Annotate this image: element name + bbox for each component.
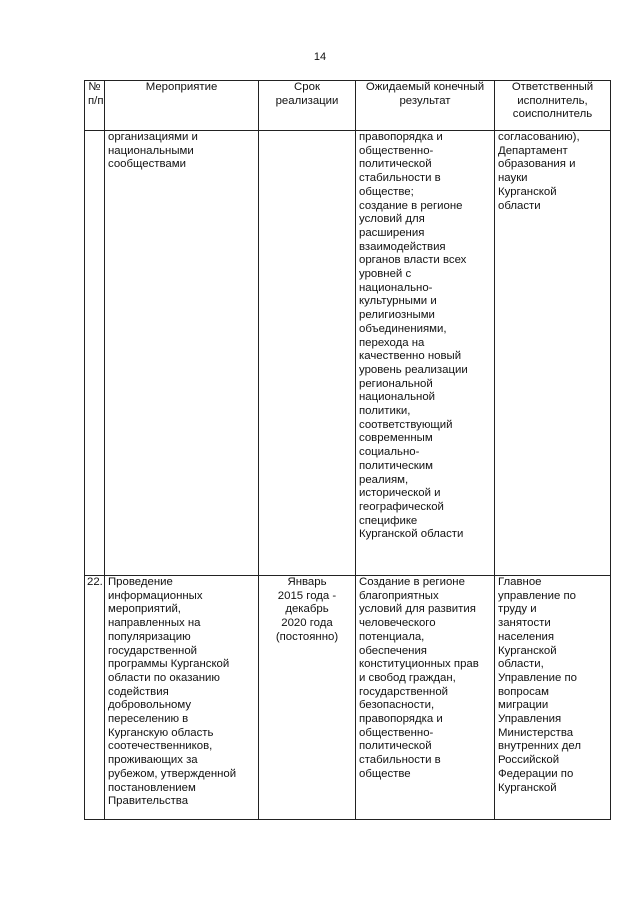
text-line: Создание в регионе [359,576,465,588]
text-line: Главное [498,576,542,588]
text-line: политической [359,158,432,171]
text-line: политики, [359,405,411,418]
header-num [85,81,105,131]
text-line: Ответственный [511,81,594,93]
text-line: религиозными [359,309,435,322]
text-line: добровольному [108,699,192,712]
table-row [85,576,611,820]
text-line: 2020 года [281,617,333,630]
text-line: реалиям, [359,473,409,486]
text-line: согласованию), [498,131,580,143]
text-line: Управления [498,713,562,726]
text-line: обществе; [359,185,414,198]
text-line: труду и [498,603,537,616]
text-line: потенциала, [359,630,425,643]
event-cell [105,131,259,576]
text-line: декабрь [285,603,329,616]
text-line: конституционных прав [359,658,479,671]
text-line: Курганской [498,185,557,198]
text-line: Курганскую область [108,726,214,739]
text-line: Департамент [498,144,568,157]
result-cell [356,131,495,576]
text-line: сообществами [108,158,186,171]
text-line: соисполнитель [512,108,593,121]
text-line: Министерства [498,726,574,739]
text-line: политической [359,740,432,753]
text-line: миграции [498,699,549,712]
text-line: области [498,199,541,212]
text-line: обеспечения [359,644,427,657]
header-responsible [495,81,611,131]
text-line: Курганской области [359,528,464,541]
text-line: Срок [294,81,320,93]
text-line: образования и [498,158,576,171]
text-line: популяризацию [108,630,191,643]
responsible-cell [495,131,611,576]
text-line: № [88,81,101,93]
text-line: исполнитель, [517,94,588,107]
text-line: общественно- [359,726,434,739]
header-term [259,81,356,131]
text-line: Российской [498,754,560,767]
row-num-cell [85,131,105,576]
text-line: условий для [359,213,425,226]
text-line: Управление по [498,671,577,684]
page-number: 14 [313,51,327,63]
text-line: области, [498,658,544,671]
text-line: перехода на [359,336,425,349]
text-line: Курганской [498,781,557,794]
result-cell [356,576,495,820]
text-line: соответствующий [359,418,453,431]
text-line: организациями и [108,131,198,143]
table-row [85,131,611,576]
text-line: расширения [359,226,425,239]
text-line: культурными и [359,295,437,308]
text-line: качественно новый [359,350,462,363]
event-cell [105,576,259,820]
text-line: национально- [359,281,433,294]
text-line: переселению в [108,713,189,726]
text-line: науки [498,172,528,185]
text-line: Федерации по [498,767,574,780]
text-line: правопорядка и [359,131,443,143]
text-line: внутренних дел [498,740,581,753]
text-line: человеческого [359,617,436,630]
text-line: области по оказанию [108,671,220,684]
text-line: уровней с [359,268,412,281]
text-line: мероприятий, [108,603,181,616]
text-line: постановлением [108,781,196,794]
text-line: политическим [359,459,433,472]
text-line: безопасности, [359,699,435,712]
text-line: программы Курганской [108,658,230,671]
text-line: исторической и [359,487,441,500]
text-line: 2015 года - [277,589,337,602]
text-line: уровень реализации [359,363,468,376]
text-line: взаимодействия [359,240,446,253]
text-line: социально- [359,446,420,459]
text-line: Правительства [108,795,189,808]
term-cell [259,131,356,576]
text-line: региональной [359,377,433,390]
text-line: современным [359,432,433,445]
text-line: п/п [88,94,104,107]
text-line: стабильности в [359,754,441,767]
text-line: географической [359,500,444,513]
text-line: Ожидаемый конечный [365,81,485,93]
text-line: направленных на [108,617,201,630]
responsible-cell [495,576,611,820]
text-line: результат [399,94,451,107]
text-line: государственной [359,685,449,698]
text-line: объединениями, [359,322,447,335]
text-line: создание в регионе [359,199,463,212]
text-line: Январь [287,576,327,588]
text-line: Мероприятие [145,81,218,93]
text-line: управление по [498,589,576,602]
text-line: обществе [359,767,411,780]
text-line: специфике [359,514,418,527]
text-line: национальными [108,144,194,157]
row-num-cell: 22. [85,576,105,820]
text-line: национальной [359,391,436,404]
text-line: стабильности в [359,172,441,185]
text-line: вопросам [498,685,549,698]
text-line: правопорядка и [359,713,443,726]
header-result [356,81,495,131]
header-event [105,81,259,131]
text-line: условий для развития [359,603,476,616]
text-line: соотечественников, [108,740,213,753]
term-cell [259,576,356,820]
text-line: органов власти всех [359,254,467,267]
table-header-row [85,81,611,131]
text-line: государственной [108,644,198,657]
text-line: (постоянно) [275,630,339,643]
text-line: общественно- [359,144,434,157]
text-line: Курганской [498,644,557,657]
text-line: благоприятных [359,589,439,602]
text-line: занятости [498,617,551,630]
text-line: информационных [108,589,203,602]
text-line: реализации [275,94,339,107]
text-line: и свобод граждан, [359,671,456,684]
text-line: содействия [108,685,169,698]
text-line: Проведение [108,576,173,588]
text-line: проживающих за [108,754,198,767]
text-line: рубежом, утвержденной [108,767,237,780]
text-line: населения [498,630,555,643]
measures-table [84,80,611,820]
